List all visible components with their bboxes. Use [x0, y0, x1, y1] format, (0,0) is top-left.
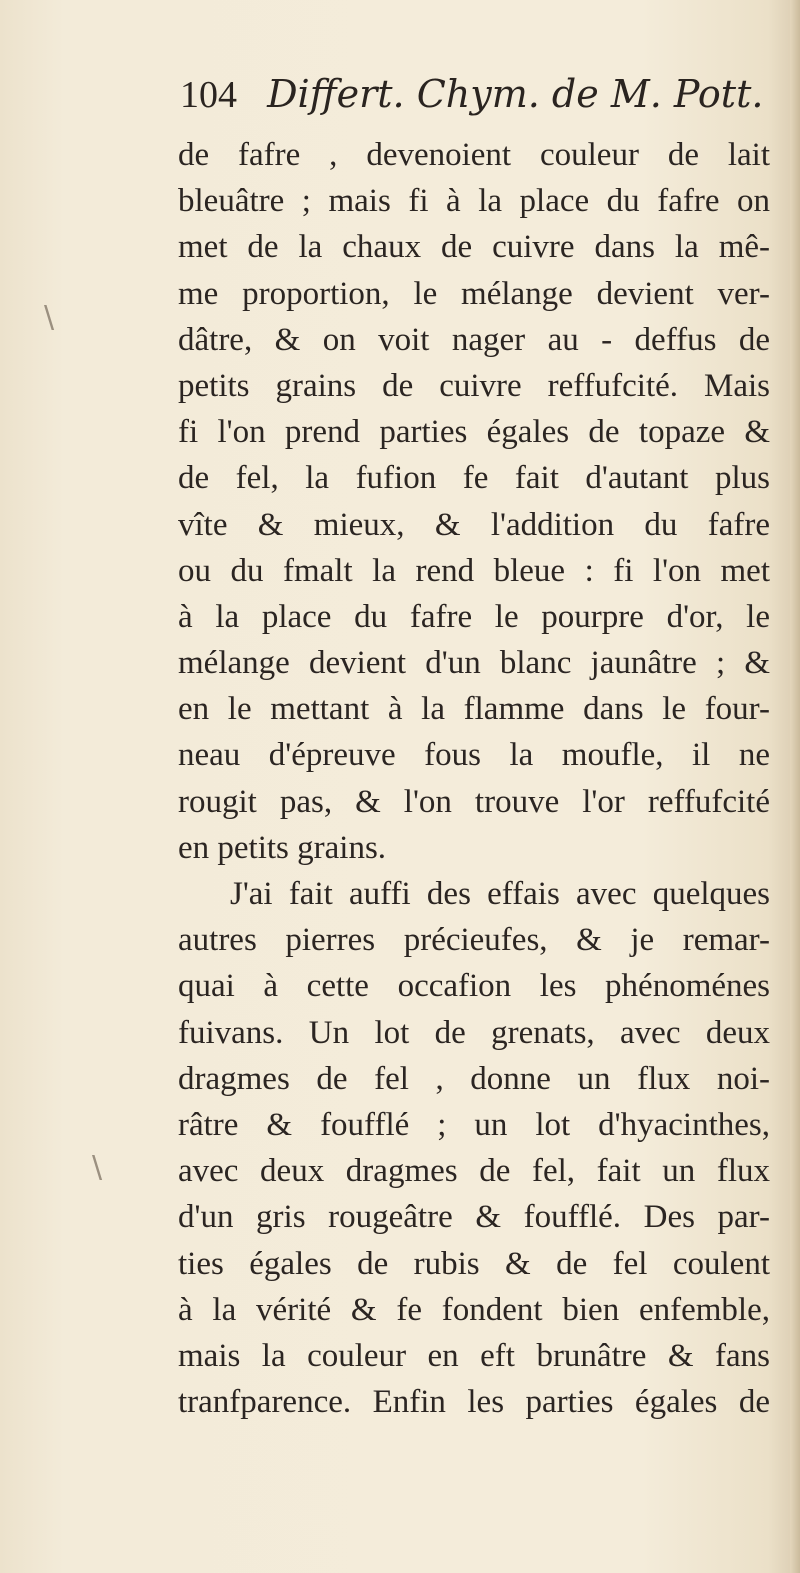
text-line: fi l'on prend parties égales de topaze & [178, 414, 770, 451]
text-line: mais la couleur en eft brunâtre & fans [178, 1337, 770, 1374]
page-edge-shadow [790, 0, 800, 1573]
text-line: à la place du fafre le pourpre d'or, le [178, 598, 770, 635]
running-title: Differt. Chym. de M. Pott. [267, 72, 764, 116]
text-line: de fafre , devenoient couleur de lait [178, 137, 770, 173]
text-line: autres pierres précieufes, & je remar- [178, 922, 770, 959]
text-line: dâtre, & on voit nager au - deffus de [178, 321, 770, 358]
text-line: dragmes de fel , donne un flux noi- [178, 1060, 770, 1097]
text-line: à la vérité & fe fondent bien enfemble, [178, 1291, 770, 1328]
text-line: en petits grains. [178, 829, 387, 866]
text-line: met de la chaux de cuivre dans la mê- [178, 229, 770, 266]
text-line: mélange devient d'un blanc jaunâtre ; & [178, 645, 770, 682]
text-line: quai à cette occafion les phénoménes [178, 968, 770, 1005]
text-line: tranfparence. Enfin les parties égales de [178, 1384, 770, 1421]
body-text [178, 132, 770, 1425]
text-line: vîte & mieux, & l'addition du fafre [178, 506, 770, 543]
text-line: ties égales de rubis & de fel coulent [178, 1245, 770, 1282]
text-line: rougit pas, & l'on trouve l'or reffufcité [178, 783, 770, 820]
margin-pencil-mark: \ [92, 1150, 103, 1185]
text-line: râtre & foufflé ; un lot d'hyacinthes, [178, 1106, 770, 1143]
text-line: avec deux dragmes de fel, fait un flux [178, 1153, 770, 1190]
text-line: d'un gris rougeâtre & foufflé. Des par- [178, 1199, 770, 1236]
text-line: me proportion, le mélange devient ver- [178, 275, 770, 312]
text-line: ou du fmalt la rend bleue : fi l'on met [178, 552, 770, 589]
text-line: J'ai fait auffi des effais avec quelques [230, 876, 770, 912]
text-line: en le mettant à la flamme dans le four- [178, 691, 770, 728]
text-line: neau d'épreuve fous la moufle, il ne [178, 737, 770, 774]
text-line: petits grains de cuivre reffufcité. Mais [178, 367, 770, 404]
page-number: 104 [180, 74, 237, 116]
running-header [180, 72, 764, 132]
text-line: de fel, la fufion fe fait d'autant plus [178, 460, 770, 497]
text-line: fuivans. Un lot de grenats, avec deux [178, 1014, 770, 1051]
text-line: bleuâtre ; mais fi à la place du fafre on [178, 183, 770, 220]
margin-pencil-mark: \ [44, 300, 55, 335]
